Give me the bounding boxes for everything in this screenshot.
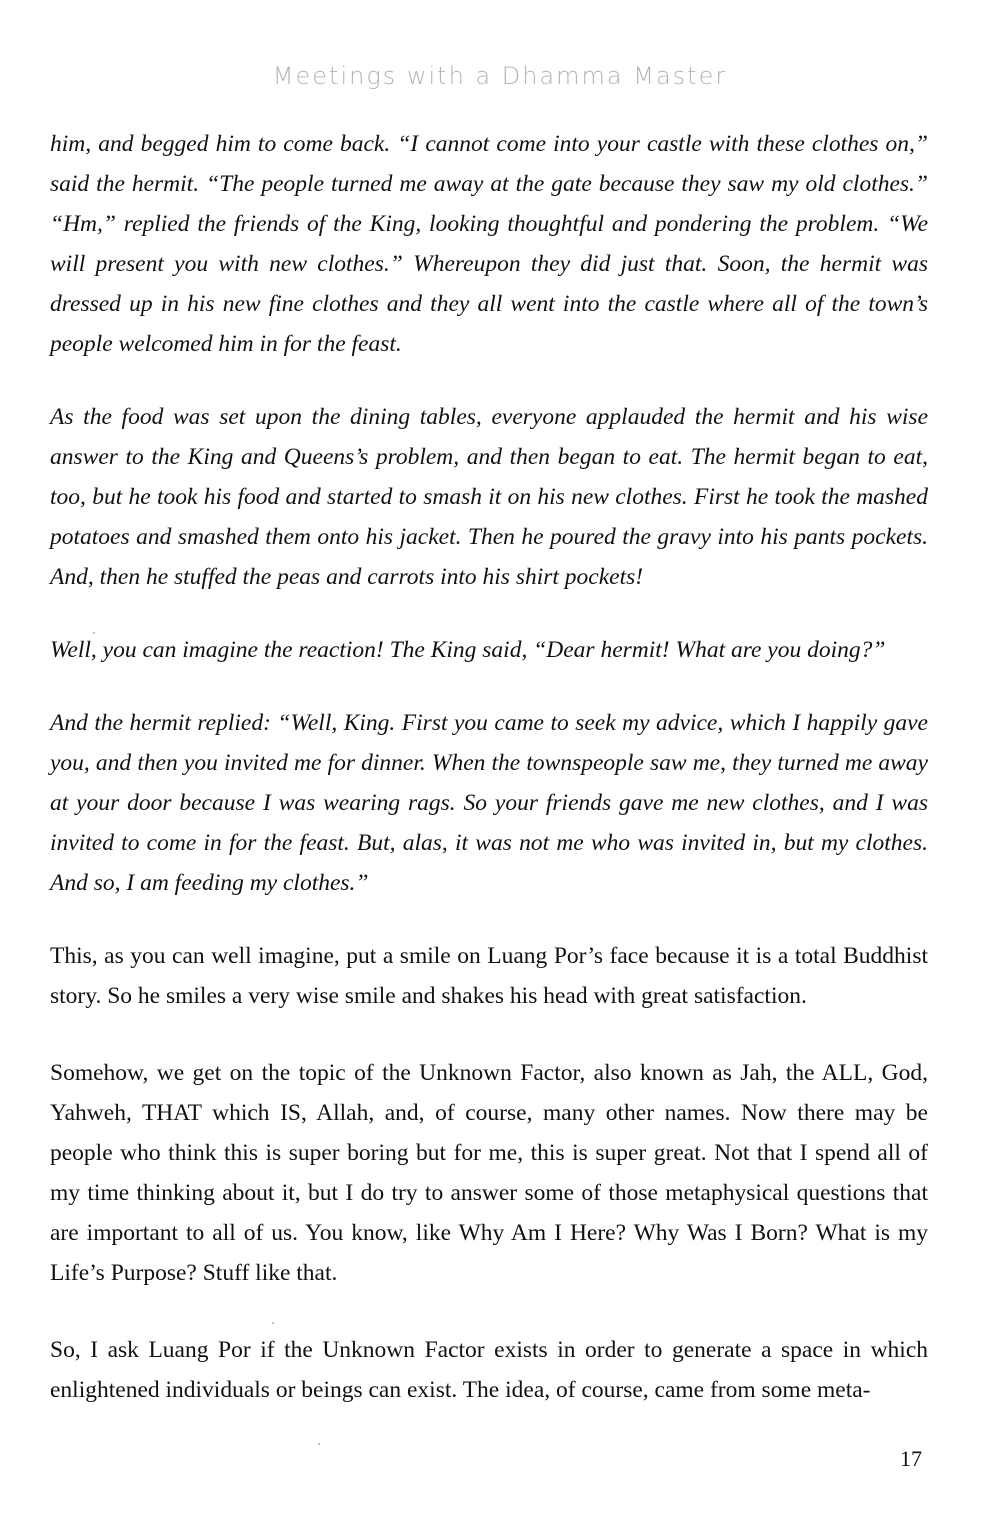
paragraph-unknown-factor: Somehow, we get on the topic of the Unknown Factor, also known as Jah, the ALL, God, Yahweh, THAT which IS, Allah, and, of course, many other names. Now there may be people who think this is super boring but for me, this is super great. Not that I spend all of my time thinking about it, but I do try to answer some of those metaphysical questions that are important to all of us. You know, like Why Am I Here? Why Was I Born? What is my Life’s Purpose? Stuff like that. xyxy=(50,1060,928,1286)
paragraph-hermit-clothes: him, and begged him to come back. “I cannot come into your castle with these clothes on,” said the hermit. “The people turned me away at the gate because they saw my old clothes.” “Hm,” replied the friends of the King, looking thoughtful and pondering the problem. “We will present you with new clothes.” Whereupon they did just that. Soon, the hermit was dressed up in his new fine clothes and they all went into the castle where all of the town’s people welcomed him in for the feast. xyxy=(50,131,928,357)
running-head-title: Meetings with a Dhamma Master xyxy=(272,62,728,90)
page-number: 17 xyxy=(900,1446,922,1471)
paragraph-luang-por-smile: This, as you can well imagine, put a smile on Luang Por’s face because it is a total Buddhist story. So he smiles a very wise smile and shakes his head with great satisfaction. xyxy=(50,943,928,1009)
scan-speck xyxy=(93,632,95,634)
paragraph-king-reaction: Well, you can imagine the reaction! The King said, “Dear hermit! What are you doing?” xyxy=(50,637,886,663)
paragraph-feast: As the food was set upon the dining tables, everyone applauded the hermit and his wise answer to the King and Queens’s problem, and then began to eat. The hermit began to eat, too, but he took his food and started to smash it on his new clothes. First he took the mashed potatoes and smashed them onto his jacket. Then he poured the gravy into his pants pockets. And, then he stuffed the peas and carrots into his shirt pockets! xyxy=(50,404,928,590)
paragraph-question: So, I ask Luang Por if the Unknown Factor exists in order to generate a space in which enlightened individuals or beings can exist. The idea, of course, came from some meta- xyxy=(50,1337,928,1403)
paragraph-hermit-reply: And the hermit replied: “Well, King. First you came to seek my advice, which I happily gave you, and then you invited me for dinner. When the townspeople saw me, they turned me away at your door because I was wearing rags. So your friends gave me new clothes, and I was invited to come in for the feast. But, alas, it was not me who was invited in, but my clothes. And so, I am feeding my clothes.” xyxy=(50,710,928,896)
body-text xyxy=(50,124,928,1447)
scan-speck xyxy=(318,1443,320,1445)
scan-speck xyxy=(272,1322,274,1324)
